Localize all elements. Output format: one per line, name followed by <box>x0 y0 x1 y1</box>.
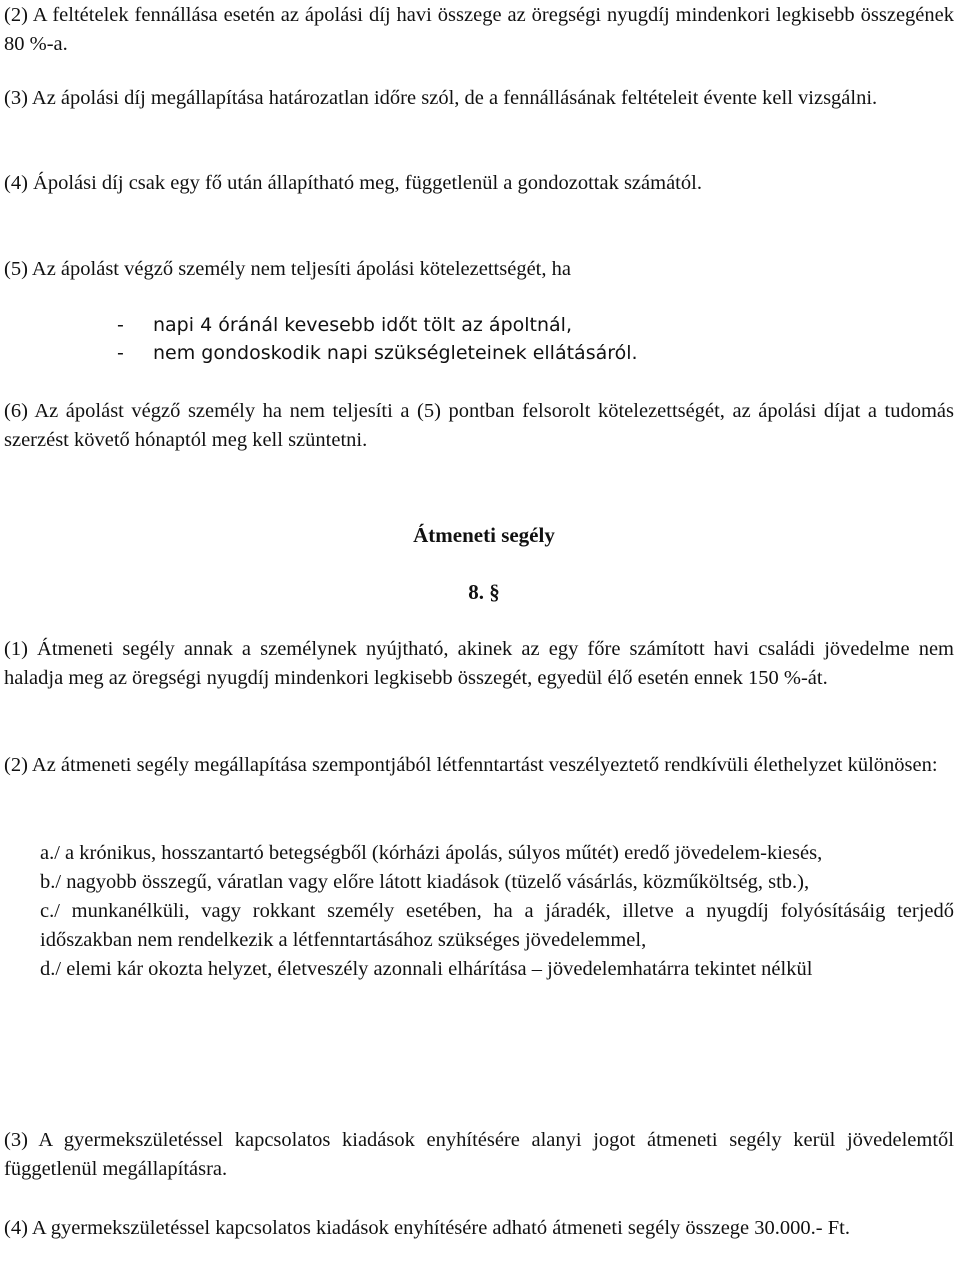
list-item: d./ elemi kár okozta helyzet, életveszély azonnali elhárítása – jövedelemhatárra tekintet nélkül <box>40 958 813 980</box>
section-number: 8. § <box>468 580 500 604</box>
paragraph-apolasi-3: (3) Az ápolási díj megállapítása határozatlan időre szól, de a fennállásának feltételeit évente kell vizsgálni. <box>4 87 878 109</box>
list-item <box>4 311 638 339</box>
list-item: b./ nagyobb összegű, váratlan vagy előre látott kiadások (tüzelő vásárlás, közműköltség, stb.), <box>40 871 810 893</box>
list-item <box>4 339 638 367</box>
apolasi-obligation-list <box>4 311 638 367</box>
list-item: a./ a krónikus, hosszantartó betegségből (kórházi ápolás, súlyos műtét) eredő jövedelem-kiesés, <box>40 842 823 864</box>
atmeneti-situation-list <box>40 839 954 984</box>
dash-bullet: - <box>117 342 124 364</box>
list-item-text: nem gondoskodik napi szükségleteinek ellátásáról. <box>153 342 638 364</box>
paragraph-atmeneti-3: (3) A gyermekszületéssel kapcsolatos kiadások enyhítésére alanyi jogot átmeneti segély kerül jövedelemtől függetlenül megállapításra. <box>4 1129 954 1180</box>
paragraph-apolasi-2: (2) A feltételek fennállása esetén az ápolási díj havi összege az öregségi nyugdíj mindenkori legkisebb összegének 80 %-a. <box>4 4 954 55</box>
section-title: Átmeneti segély <box>413 523 555 547</box>
paragraph-atmeneti-2: (2) Az átmeneti segély megállapítása szempontjából létfenntartást veszélyeztető rendkívüli élethelyzet különösen: <box>4 754 938 776</box>
paragraph-apolasi-4: (4) Ápolási díj csak egy fő után állapítható meg, függetlenül a gondozottak számától. <box>4 172 702 194</box>
list-item-text: napi 4 óránál kevesebb időt tölt az ápoltnál, <box>153 314 572 336</box>
dash-bullet: - <box>117 314 124 336</box>
paragraph-apolasi-6: (6) Az ápolást végző személy ha nem teljesíti a (5) pontban felsorolt kötelezettségét, az ápolási díjat a tudomás szerzést követő hónaptól meg kell szüntetni. <box>4 400 954 451</box>
list-item: c./ munkanélküli, vagy rokkant személy esetében, ha a járadék, illetve a nyugdíj folyósításáig terjedő időszakban nem rendelkezik a létfenntartásához szükséges jövedelemmel, <box>40 900 954 951</box>
paragraph-apolasi-5: (5) Az ápolást végző személy nem teljesíti ápolási kötelezettségét, ha <box>4 258 571 280</box>
paragraph-atmeneti-4: (4) A gyermekszületéssel kapcsolatos kiadások enyhítésére adható átmeneti segély összege 30.000.- Ft. <box>4 1217 850 1239</box>
paragraph-atmeneti-1: (1) Átmeneti segély annak a személynek nyújtható, akinek az egy főre számított havi családi jövedelme nem haladja meg az öregségi nyugdíj mindenkori legkisebb összegét, egyedül élő esetén ennek 150 %-át. <box>4 638 954 689</box>
